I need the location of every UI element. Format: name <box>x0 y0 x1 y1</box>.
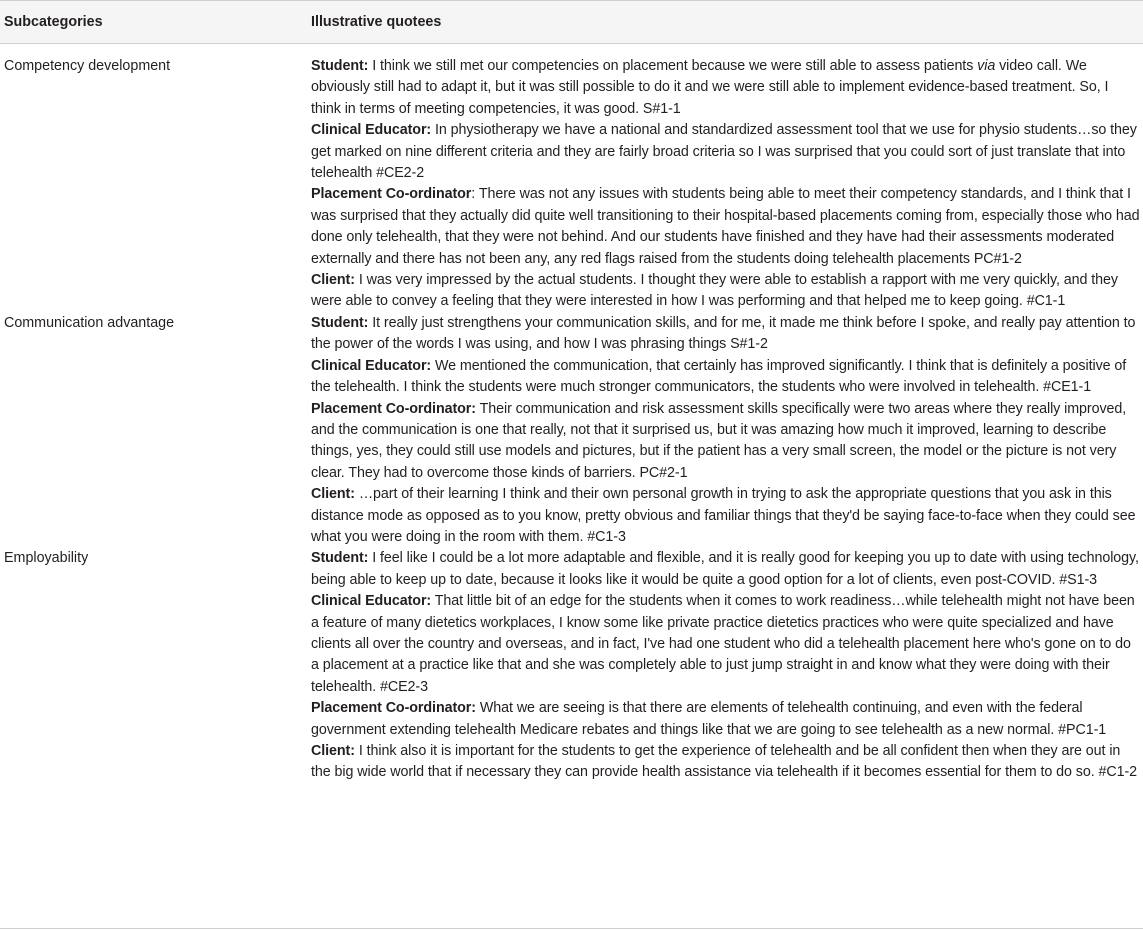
quotes-cell <box>311 313 1143 548</box>
speaker-role: Client: <box>311 486 355 503</box>
quote-paragraph <box>311 399 1141 485</box>
quote-text-continued: video call. We obviously still had to adapt it, but it was still possible to do it and we were still able to implement evidence-based treatment. So, I think in terms of meeting competencies, it was good. S#1-1 <box>311 58 1109 117</box>
speaker-role: Student: <box>311 58 369 74</box>
table-header <box>0 0 1143 44</box>
subcategory-cell: Communication advantage <box>4 314 175 331</box>
quote-emphasis: via <box>977 58 996 74</box>
quote-paragraph <box>311 741 1141 784</box>
quote-text: I was very impressed by the actual students. I thought they were able to establish a rapport with me very quickly, and they were able to convey a feeling that they were interested in how I was performing and that helped me to keep going. #C1-1 <box>311 272 1118 310</box>
table-row <box>0 56 1143 313</box>
quote-paragraph <box>311 120 1141 184</box>
header-subcategories: Subcategories <box>4 14 103 30</box>
speaker-role: Placement Co-ordinator: <box>311 700 476 717</box>
quote-text: Their communication and risk assessment skills specifically were two areas where they really improved, and the communication is one that really, not that it surprised us, but it was amazing how much it improved, learning to describe things, yes, they could still use models and pictures, but if the patient has a very small screen, the model or the picture is not very clear. They had to overcome those kinds of barriers. PC#2-1 <box>311 400 1127 481</box>
quote-paragraph <box>311 484 1141 548</box>
quote-text: I feel like I could be a lot more adaptable and flexible, and it is really good for keeping you up to date with using technology, being able to keep up to date, because it looks like it would be quite a good option for a lot of clients, even post-COVID. #S1-3 <box>311 550 1139 588</box>
quote-text: That little bit of an edge for the students when it comes to work readiness…while telehealth might not have been a feature of many dietetics workplaces, I know some like private practice dietetics practices who were quite specialized and have clients all over the country and overseas, and in fact, I've had one student who did a telehealth placement here who's gone on to do a placement at a practice like that and she was completely able to just jump straight in and know what they were doing with their telehealth. #CE2-3 <box>311 593 1135 695</box>
table-bottom-rule <box>0 928 1143 929</box>
speaker-role: Placement Co-ordinator <box>311 186 472 203</box>
quote-paragraph <box>311 270 1141 313</box>
speaker-role: Clinical Educator: <box>311 357 432 374</box>
speaker-role: Client: <box>311 743 355 759</box>
quote-paragraph <box>311 356 1141 399</box>
quote-paragraph <box>311 591 1141 698</box>
quotes-cell <box>311 548 1143 783</box>
quote-text: We mentioned the communication, that certainly has improved significantly. I think that is definitely a positive of the telehealth. I think the students were much stronger communicators, the students who were involved in telehealth. #CE1-1 <box>311 357 1127 396</box>
speaker-role: Clinical Educator: <box>311 593 432 610</box>
quote-paragraph <box>311 548 1141 591</box>
table-body <box>0 44 1143 784</box>
quote-text: …part of their learning I think and their own personal growth in trying to ask the appropriate questions that you ask in this distance mode as opposed as to you know, pretty obvious and familiar things that they'd be saying face-to-face when they could see what you were doing in the room with them. #C1-3 <box>311 486 1136 545</box>
speaker-role: Student: <box>311 314 369 331</box>
subcategory-cell: Employability <box>4 550 89 567</box>
quote-paragraph <box>311 184 1141 270</box>
speaker-role: Client: <box>311 272 355 289</box>
quote-paragraph <box>311 698 1141 741</box>
quote-text: It really just strengthens your communication skills, and for me, it made me think before I spoke, and really pay attention to the power of the words I was using, and how I was phrasing things S#1-2 <box>311 314 1136 353</box>
quote-text: I think we still met our competencies on placement because we were still able to assess patients <box>368 58 978 74</box>
quote-text: What we are seeing is that there are elements of telehealth continuing, and even with the federal government extending telehealth Medicare rebates and things like that we are going to see telehealth as a new normal. #PC1-1 <box>311 700 1107 738</box>
header-illustrative-quotes: Illustrative quotees <box>311 14 442 30</box>
table-row <box>0 548 1143 783</box>
speaker-role: Placement Co-ordinator: <box>311 400 476 417</box>
quote-text: : There was not any issues with students being able to meet their competency standards, and I think that I was surprised that they actually did quite well transitioning to their hospital-based placements coming from, especially those who had done only telehealth, that they were not behind. And our students have finished and they have had their assessments moderated externally and there has not been any, any red flags raised from the students doing telehealth placements PC#1-2 <box>311 186 1140 267</box>
quote-paragraph <box>311 56 1141 120</box>
quotes-cell <box>311 56 1143 313</box>
subcategory-cell: Competency development <box>4 58 171 74</box>
quote-paragraph <box>311 313 1141 356</box>
quote-text: In physiotherapy we have a national and standardized assessment tool that we use for physio students…so they get marked on nine different criteria and they are fairly broad criteria so I was surprised that you could sort of just translate that into telehealth #CE2-2 <box>311 122 1137 182</box>
table-row <box>0 313 1143 548</box>
speaker-role: Clinical Educator: <box>311 122 432 139</box>
quote-text: I think also it is important for the students to get the experience of telehealth and be all confident then when they are out in the big wide world that if necessary they can provide health assistance via telehealth if it becomes essential for them to do so. #C1-2 <box>311 743 1138 781</box>
speaker-role: Student: <box>311 550 369 567</box>
